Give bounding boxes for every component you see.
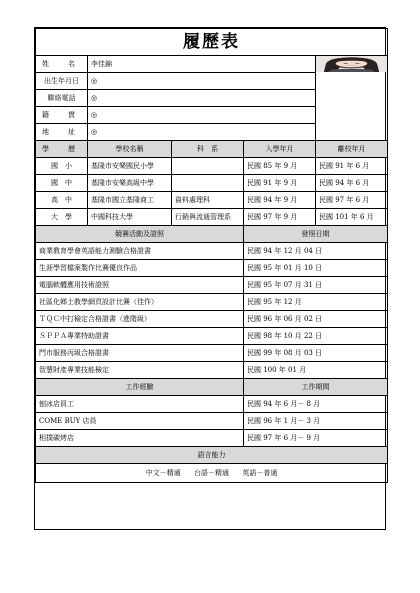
table-row — [36, 362, 388, 379]
value-origin: ◎ — [88, 107, 316, 124]
work-period: 民國 94 年 6 月－ 8 月 — [244, 396, 388, 413]
label-origin: 籍 貫 — [36, 107, 88, 124]
edu-end: 民國 94 年 6 月 — [316, 175, 388, 192]
table-row — [36, 158, 388, 175]
edu-start: 民國 94 年 9 月 — [244, 192, 316, 209]
edu-school: 基隆市安樂高級中學 — [88, 175, 172, 192]
cert-header-date: 發照日期 — [244, 226, 388, 243]
language-list — [36, 464, 388, 483]
edu-school: 基隆市國立基隆商工 — [88, 192, 172, 209]
label-name: 姓 名 — [36, 56, 88, 73]
edu-level: 大 學 — [36, 209, 88, 226]
resume-sheet — [34, 27, 386, 530]
edu-header-level: 學 歷 — [36, 141, 88, 158]
edu-header-school: 學校名稱 — [88, 141, 172, 158]
cert-date: 民國 98 年 10 月 22 日 — [244, 328, 388, 345]
work-header-name: 工作經驗 — [36, 379, 244, 396]
table-row — [36, 243, 388, 260]
label-address: 地 址 — [36, 124, 88, 141]
table-row — [36, 396, 388, 413]
label-phone: 聯絡電話 — [36, 90, 88, 107]
resume-table — [35, 28, 388, 483]
cert-date: 民國 94 年 12 月 04 日 — [244, 243, 388, 260]
table-row — [36, 192, 388, 209]
table-row — [36, 294, 388, 311]
work-period: 民國 96 年 1 月－ 3 月 — [244, 413, 388, 430]
cert-date: 民國 96 年 06 月 02 日 — [244, 311, 388, 328]
photo-cell — [316, 56, 388, 141]
edu-dept — [172, 175, 244, 192]
table-row — [36, 277, 388, 294]
value-phone: ◎ — [88, 90, 316, 107]
label-birthdate: 出生年月日 — [36, 73, 88, 90]
edu-start: 民國 91 年 9 月 — [244, 175, 316, 192]
edu-header-start: 入學年月 — [244, 141, 316, 158]
table-row — [36, 345, 388, 362]
edu-dept: 資料處理科 — [172, 192, 244, 209]
cert-date: 民國 99 年 08 月 03 日 — [244, 345, 388, 362]
table-row — [36, 413, 388, 430]
work-name: 刨冰店員工 — [36, 396, 244, 413]
edu-school: 基隆市安樂國民小學 — [88, 158, 172, 175]
cert-name: 生涯學習檔案製作比賽優良作品 — [36, 260, 244, 277]
edu-header-end: 離校年月 — [316, 141, 388, 158]
edu-end: 民國 101 年 6 月 — [316, 209, 388, 226]
language-item: 台語－精通 — [194, 468, 229, 477]
cert-name: 電腦軟體應用技術證照 — [36, 277, 244, 294]
cert-name: 智慧財產專業技能檢定 — [36, 362, 244, 379]
cert-name: ＳＰＰＡ專業特助證書 — [36, 328, 244, 345]
work-period: 民國 97 年 6 月－ 9 月 — [244, 430, 388, 447]
edu-end: 民國 97 年 6 月 — [316, 192, 388, 209]
language-item: 英語－普通 — [242, 468, 278, 477]
cert-date: 民國 95 年 07 月 31 日 — [244, 277, 388, 294]
edu-level: 國 中 — [36, 175, 88, 192]
edu-dept — [172, 158, 244, 175]
edu-header-dept: 科 系 — [172, 141, 244, 158]
language-header: 語言能力 — [36, 447, 388, 464]
profile-photo — [316, 56, 387, 72]
value-address: ◎ — [88, 124, 316, 141]
edu-level: 國 小 — [36, 158, 88, 175]
cert-header-name: 競賽活動及證照 — [36, 226, 244, 243]
cert-name: 門市服務丙級合格證書 — [36, 345, 244, 362]
cert-name: ＴＱＣ中打檢定合格證書（進階級） — [36, 311, 244, 328]
table-row — [36, 260, 388, 277]
table-row — [36, 311, 388, 328]
work-name: 相撲碳烤店 — [36, 430, 244, 447]
edu-school: 中國科技大學 — [88, 209, 172, 226]
cert-date: 民國 95 年 12 月 — [244, 294, 388, 311]
table-row — [36, 430, 388, 447]
edu-level: 高 中 — [36, 192, 88, 209]
resume-title: 履歷表 — [36, 29, 388, 56]
value-birthdate: ◎ — [88, 73, 316, 90]
edu-start: 民國 97 年 9 月 — [244, 209, 316, 226]
edu-start: 民國 85 年 9 月 — [244, 158, 316, 175]
work-header-period: 工作期間 — [244, 379, 388, 396]
cert-date: 民國 100 年 01 月 — [244, 362, 388, 379]
cert-name: 社區化鄉土教學網頁設計比賽（佳作） — [36, 294, 244, 311]
edu-dept: 行銷與流通管理系 — [172, 209, 244, 226]
work-name: COME BUY 店員 — [36, 413, 244, 430]
table-row — [36, 328, 388, 345]
table-row — [36, 209, 388, 226]
value-name: 李佳錦 — [88, 56, 316, 73]
table-row — [36, 175, 388, 192]
edu-end: 民國 91 年 6 月 — [316, 158, 388, 175]
cert-date: 民國 95 年 01 月 10 日 — [244, 260, 388, 277]
cert-name: 商業教育學會英語能力測驗合格證書 — [36, 243, 244, 260]
language-item: 中文－精通 — [145, 468, 181, 477]
